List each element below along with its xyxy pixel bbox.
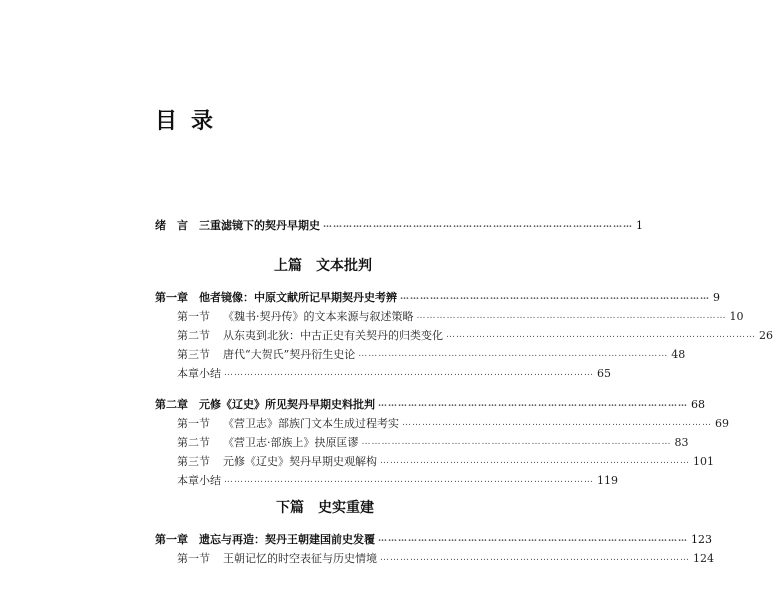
chapter-label: 第一章 [155, 291, 188, 304]
toc-section-row[interactable] [177, 433, 689, 451]
part-label: 下篇 [276, 500, 304, 516]
part-name: 文本批判 [316, 258, 372, 274]
toc-intro-page: 1 [636, 218, 643, 232]
toc-section-row[interactable] [177, 307, 744, 325]
toc-section-row[interactable] [177, 414, 729, 432]
dot-leader: ………………………………………………………………………………… [378, 534, 688, 544]
section-label: 第三节 [177, 455, 210, 468]
section-title: 唐代“大贺氏”契丹衍生史论 [223, 348, 356, 361]
chapter-title: 他者镜像：中原文献所记早期契丹史考辨 [199, 291, 397, 304]
dot-leader: ………………………………………………………………………………… [358, 349, 669, 359]
section-title: 王朝记忆的时空表征与历史情境 [223, 552, 377, 565]
part-label: 上篇 [274, 258, 302, 274]
section-label: 第二节 [177, 436, 210, 449]
part-heading-1 [274, 255, 372, 275]
section-label: 第二节 [177, 329, 210, 342]
summary-title: 本章小结 [177, 474, 221, 487]
summary-page: 65 [597, 366, 611, 380]
dot-leader: ………………………………………………………………………………… [361, 437, 672, 447]
page-title: 目录 [155, 108, 228, 134]
toc-chapter-row[interactable] [155, 288, 720, 306]
toc-intro-title: 三重滤镜下的契丹早期史 [199, 219, 320, 232]
summary-title: 本章小结 [177, 367, 221, 380]
toc-chapter-row[interactable] [155, 530, 712, 548]
chapter-title: 元修《辽史》所见契丹早期史料批判 [199, 398, 375, 411]
section-page: 101 [693, 454, 714, 468]
toc-section-row[interactable] [177, 452, 714, 470]
chapter-title: 遗忘与再造：契丹王朝建国前史发覆 [199, 533, 375, 546]
section-page: 48 [671, 347, 686, 361]
dot-leader: ………………………………………………………………………………… [380, 456, 690, 466]
part-heading-2 [276, 497, 374, 517]
toc-summary-row[interactable] [177, 364, 611, 382]
toc-chapter-row[interactable] [155, 395, 705, 413]
chapter-label: 第二章 [155, 398, 188, 411]
section-page: 10 [729, 309, 744, 323]
dot-leader: ………………………………………………………………………………… [416, 311, 727, 321]
section-title: 元修《辽史》契丹早期史观解构 [223, 455, 377, 468]
section-title: 从东夷到北狄：中古正史有关契丹的归类变化 [223, 329, 443, 342]
chapter-page: 123 [691, 532, 712, 546]
dot-leader: ………………………………………………………………………………… [400, 292, 710, 302]
section-page: 124 [693, 551, 714, 565]
chapter-page: 9 [713, 290, 720, 304]
section-page: 69 [715, 416, 729, 430]
toc-section-row[interactable] [177, 549, 714, 567]
toc-intro[interactable] [155, 216, 643, 234]
dot-leader: ………………………………………………………………………………………………… [224, 368, 594, 378]
toc-intro-label: 绪 言 [155, 219, 188, 232]
section-label: 第一节 [177, 552, 210, 565]
section-label: 第三节 [177, 348, 210, 361]
part-name: 史实重建 [318, 500, 374, 516]
toc-section-row[interactable] [177, 345, 686, 363]
section-page: 83 [674, 435, 689, 449]
section-title: 《魏书·契丹传》的文本来源与叙述策略 [223, 310, 414, 323]
summary-page: 119 [597, 473, 618, 487]
dot-leader: ………………………………………………………………………………… [446, 330, 756, 340]
dot-leader: ………………………………………………………………………………… [378, 399, 688, 409]
section-page: 26 [759, 328, 773, 342]
chapter-page: 68 [691, 397, 705, 411]
dot-leader: ………………………………………………………………………………… [380, 553, 690, 563]
dot-leader: ………………………………………………………………………………… [323, 220, 633, 230]
dot-leader: ………………………………………………………………………………… [402, 418, 712, 428]
chapter-label: 第一章 [155, 533, 188, 546]
toc-section-row[interactable] [177, 326, 773, 344]
section-title: 《营卫志·部族上》抉原匡谬 [223, 436, 359, 449]
toc-summary-row[interactable] [177, 471, 618, 489]
section-title: 《营卫志》部族门文本生成过程考实 [223, 417, 399, 430]
section-label: 第一节 [177, 310, 210, 323]
section-label: 第一节 [177, 417, 210, 430]
dot-leader: ………………………………………………………………………………………………… [224, 475, 594, 485]
